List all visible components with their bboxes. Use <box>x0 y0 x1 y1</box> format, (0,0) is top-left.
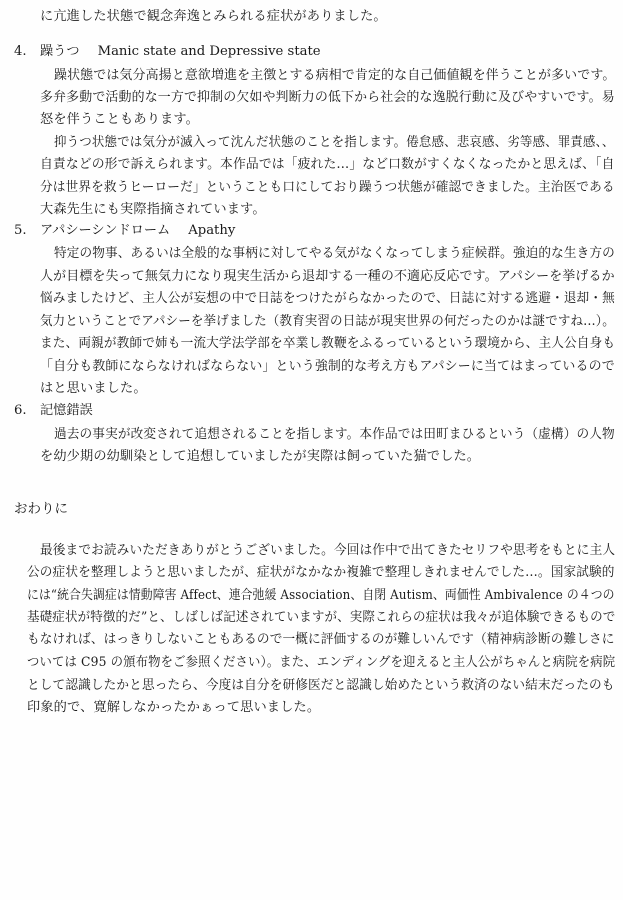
closing-line: もなければ、はっきりしないこともあるので一概に評価するのが難しいんです（精神病診断の難しさに <box>27 632 615 647</box>
closing-line: 公の症状を整理しようと思いましたが、症状がなかなか複雑で整理しきれませんでした…。国家試験的 <box>27 565 615 580</box>
intro-tail-line: に亢進した状態で観念奔逸とみられる症状がありました。 <box>40 9 387 24</box>
item-4-line: 抑うつ状態では気分が滅入って沈んだ状態のことを指します。倦怠感、悲哀感、劣等感、罪責感、、 <box>54 135 615 150</box>
item-5-title-en: Apathy <box>188 223 236 238</box>
item-6-title: 記憶錯誤 <box>40 403 93 418</box>
item-5-heading <box>40 223 235 239</box>
item-5-line: 人が目標を失って無気力になり現実生活から退却する一種の不適応反応です。アパシーを挙げるか <box>40 269 615 284</box>
closing-line: 印象的で、寛解しなかったかぁって思いました。 <box>27 700 321 715</box>
closing-line: 基礎症状が特徴的だ”と、しばしば記述されていますが、実際これらの症状は我々が追体験できるもので <box>27 610 616 625</box>
item-5-line: 気力ということでアパシーを挙げました（教育実習の日誌が現実世界の何だったのかは謎ですね…）。 <box>40 314 615 329</box>
item-5-line: 特定の物事、あるいは全般的な事柄に対してやる気がなくなってしまう症候群。強迫的な生き方の <box>54 246 615 261</box>
closing-line: 最後までお読みいただきありがとうございました。今回は作中で出てきたセリフや思考をもとに主人 <box>40 543 616 558</box>
item-4-title: 躁うつ <box>40 44 80 59</box>
item-6-line: 過去の事実が改変されて追想されることを指します。本作品では田町まひるという（虚構）の人物 <box>54 427 615 442</box>
item-5-title: アパシーシンドローム <box>40 223 171 238</box>
item-4-line: 自責などの形で訴えられます。本作品では「疲れた…」など口数がすくなくなったかと思えば、「自 <box>40 157 615 172</box>
item-6-number: 6. <box>14 403 27 418</box>
item-5-number: 5. <box>14 223 27 238</box>
item-4-number: 4. <box>14 44 27 59</box>
item-4-line: 多弁多動で活動的な一方で抑制の欠如や判断力の低下から社会的な逸脱行動に及びやすいです。易 <box>40 90 615 105</box>
item-4-line: 怒を伴うこともあります。 <box>40 112 199 127</box>
item-5-line: 「自分も教師にならなければならない」という強制的な考え方もアパシーに当てはまっているので <box>40 359 615 374</box>
closing-line: には“統合失調症は情動障害 Affect、連合弛緩 Association、自閉 Autism、両価性 Ambivalence の４つの <box>27 588 615 603</box>
closing-title: おわりに <box>14 501 68 517</box>
closing-line: として認識したかと思ったら、今度は自分を研修医だと認識し始めたという救済のない結末だったのも <box>27 678 615 693</box>
closing-line: ついては C95 の頒布物をご参照ください）。また、エンディングを迎えると主人公がちゃんと病院を病院 <box>27 655 616 670</box>
item-5-line: また、両親が教師で姉も一流大学法学部を卒業し教鞭をふるっているという環境から、主人公自身も <box>40 336 616 351</box>
item-6-heading <box>40 403 93 419</box>
item-5-line: はと思いました。 <box>40 381 147 396</box>
item-4-title-en: Manic state and Depressive state <box>97 44 321 59</box>
item-5-line: 悩みましたけど、主人公が妄想の中で日誌をつけたがらなかったので、日誌に対する逃避・退却・無 <box>40 291 615 306</box>
item-6-line: を幼少期の幼馴染として追想していましたが実際は飼っていた猫でした。 <box>40 449 481 464</box>
item-4-heading <box>40 44 321 60</box>
item-4-line: 大森先生にも実際指摘されています。 <box>40 202 266 217</box>
item-4-line: 躁状態では気分高揚と意欲増進を主徴とする病相で肯定的な自己価値観を伴うことが多いです。 <box>54 68 616 83</box>
item-4-line: 分は世界を救うヒーローだ」ということも口にしており躁うつ状態が確認できました。主治医である <box>40 180 615 195</box>
